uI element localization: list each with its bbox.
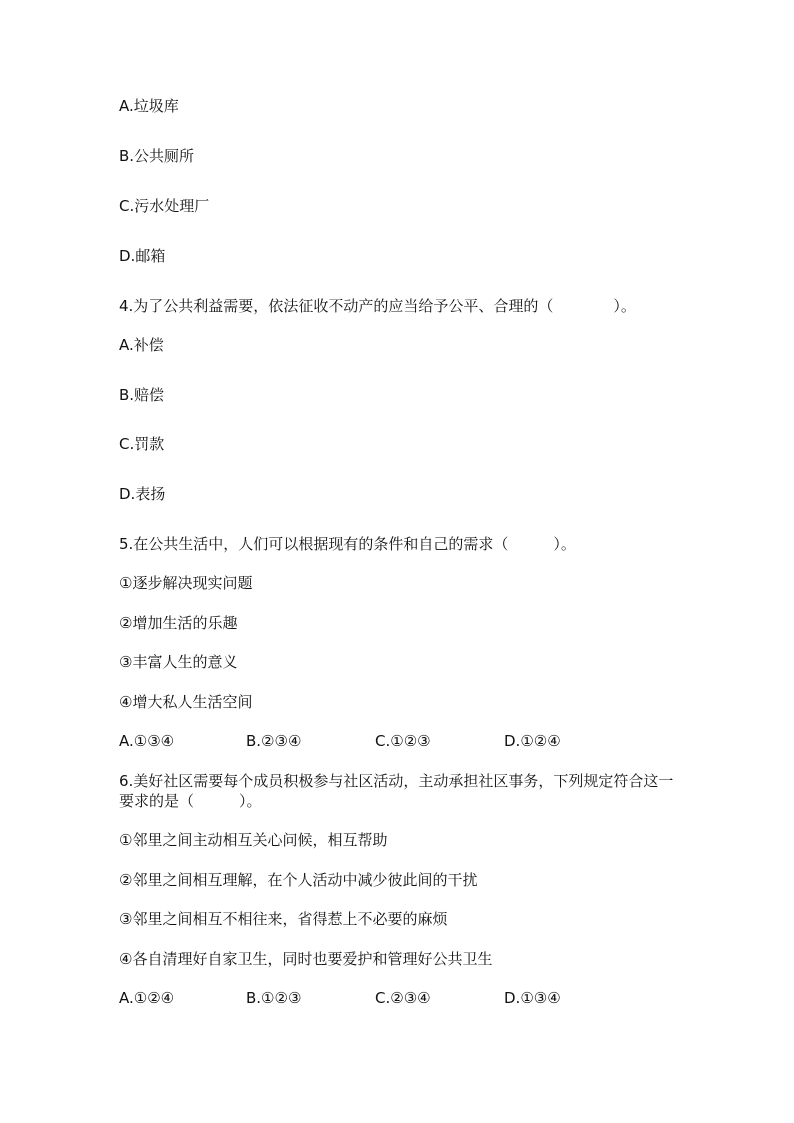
q5-item-1: ①逐步解决现实问题	[119, 574, 253, 592]
q4-option-c: C.罚款	[119, 435, 165, 453]
q3-option-a: A.垃圾库	[119, 97, 179, 115]
q6-choice-b: B.①②③	[246, 989, 302, 1007]
q6-item-3: ③邻里之间相互不相往来，省得惹上不必要的麻烦	[119, 910, 448, 928]
q5-choice-c: C.①②③	[375, 732, 431, 750]
q4-option-a: A.补偿	[119, 336, 164, 354]
q6-item-1: ①邻里之间主动相互关心问候，相互帮助	[119, 831, 388, 849]
q5-item-3: ③丰富人生的意义	[119, 653, 238, 671]
q3-option-d: D.邮箱	[119, 247, 166, 265]
q5-question: 5.在公共生活中，人们可以根据现有的条件和自己的需求（ ）。	[119, 535, 576, 553]
q6-item-2: ②邻里之间相互理解，在个人活动中减少彼此间的干扰	[119, 871, 478, 889]
q3-option-b: B.公共厕所	[119, 147, 195, 165]
q6-question: 6.美好社区需要每个成员积极参与社区活动，主动承担社区事务，下列规定符合这一要求的是（ ）。	[119, 772, 674, 810]
q4-question: 4.为了公共利益需要，依法征收不动产的应当给予公平、合理的（ ）。	[119, 297, 636, 315]
q4-option-b: B.赔偿	[119, 386, 165, 404]
q5-item-2: ②增加生活的乐趣	[119, 614, 238, 632]
q5-item-4: ④增大私人生活空间	[119, 693, 253, 711]
q5-choice-b: B.②③④	[246, 732, 302, 750]
q4-option-d: D.表扬	[119, 485, 166, 503]
q6-choice-a: A.①②④	[119, 989, 175, 1007]
q6-choice-d: D.①③④	[504, 989, 561, 1007]
q5-choice-d: D.①②④	[504, 732, 561, 750]
q3-option-c: C.污水处理厂	[119, 197, 210, 215]
q6-choice-c: C.②③④	[375, 989, 431, 1007]
q5-choice-a: A.①③④	[119, 732, 175, 750]
q6-item-4: ④各自清理好自家卫生，同时也要爱护和管理好公共卫生	[119, 950, 493, 968]
